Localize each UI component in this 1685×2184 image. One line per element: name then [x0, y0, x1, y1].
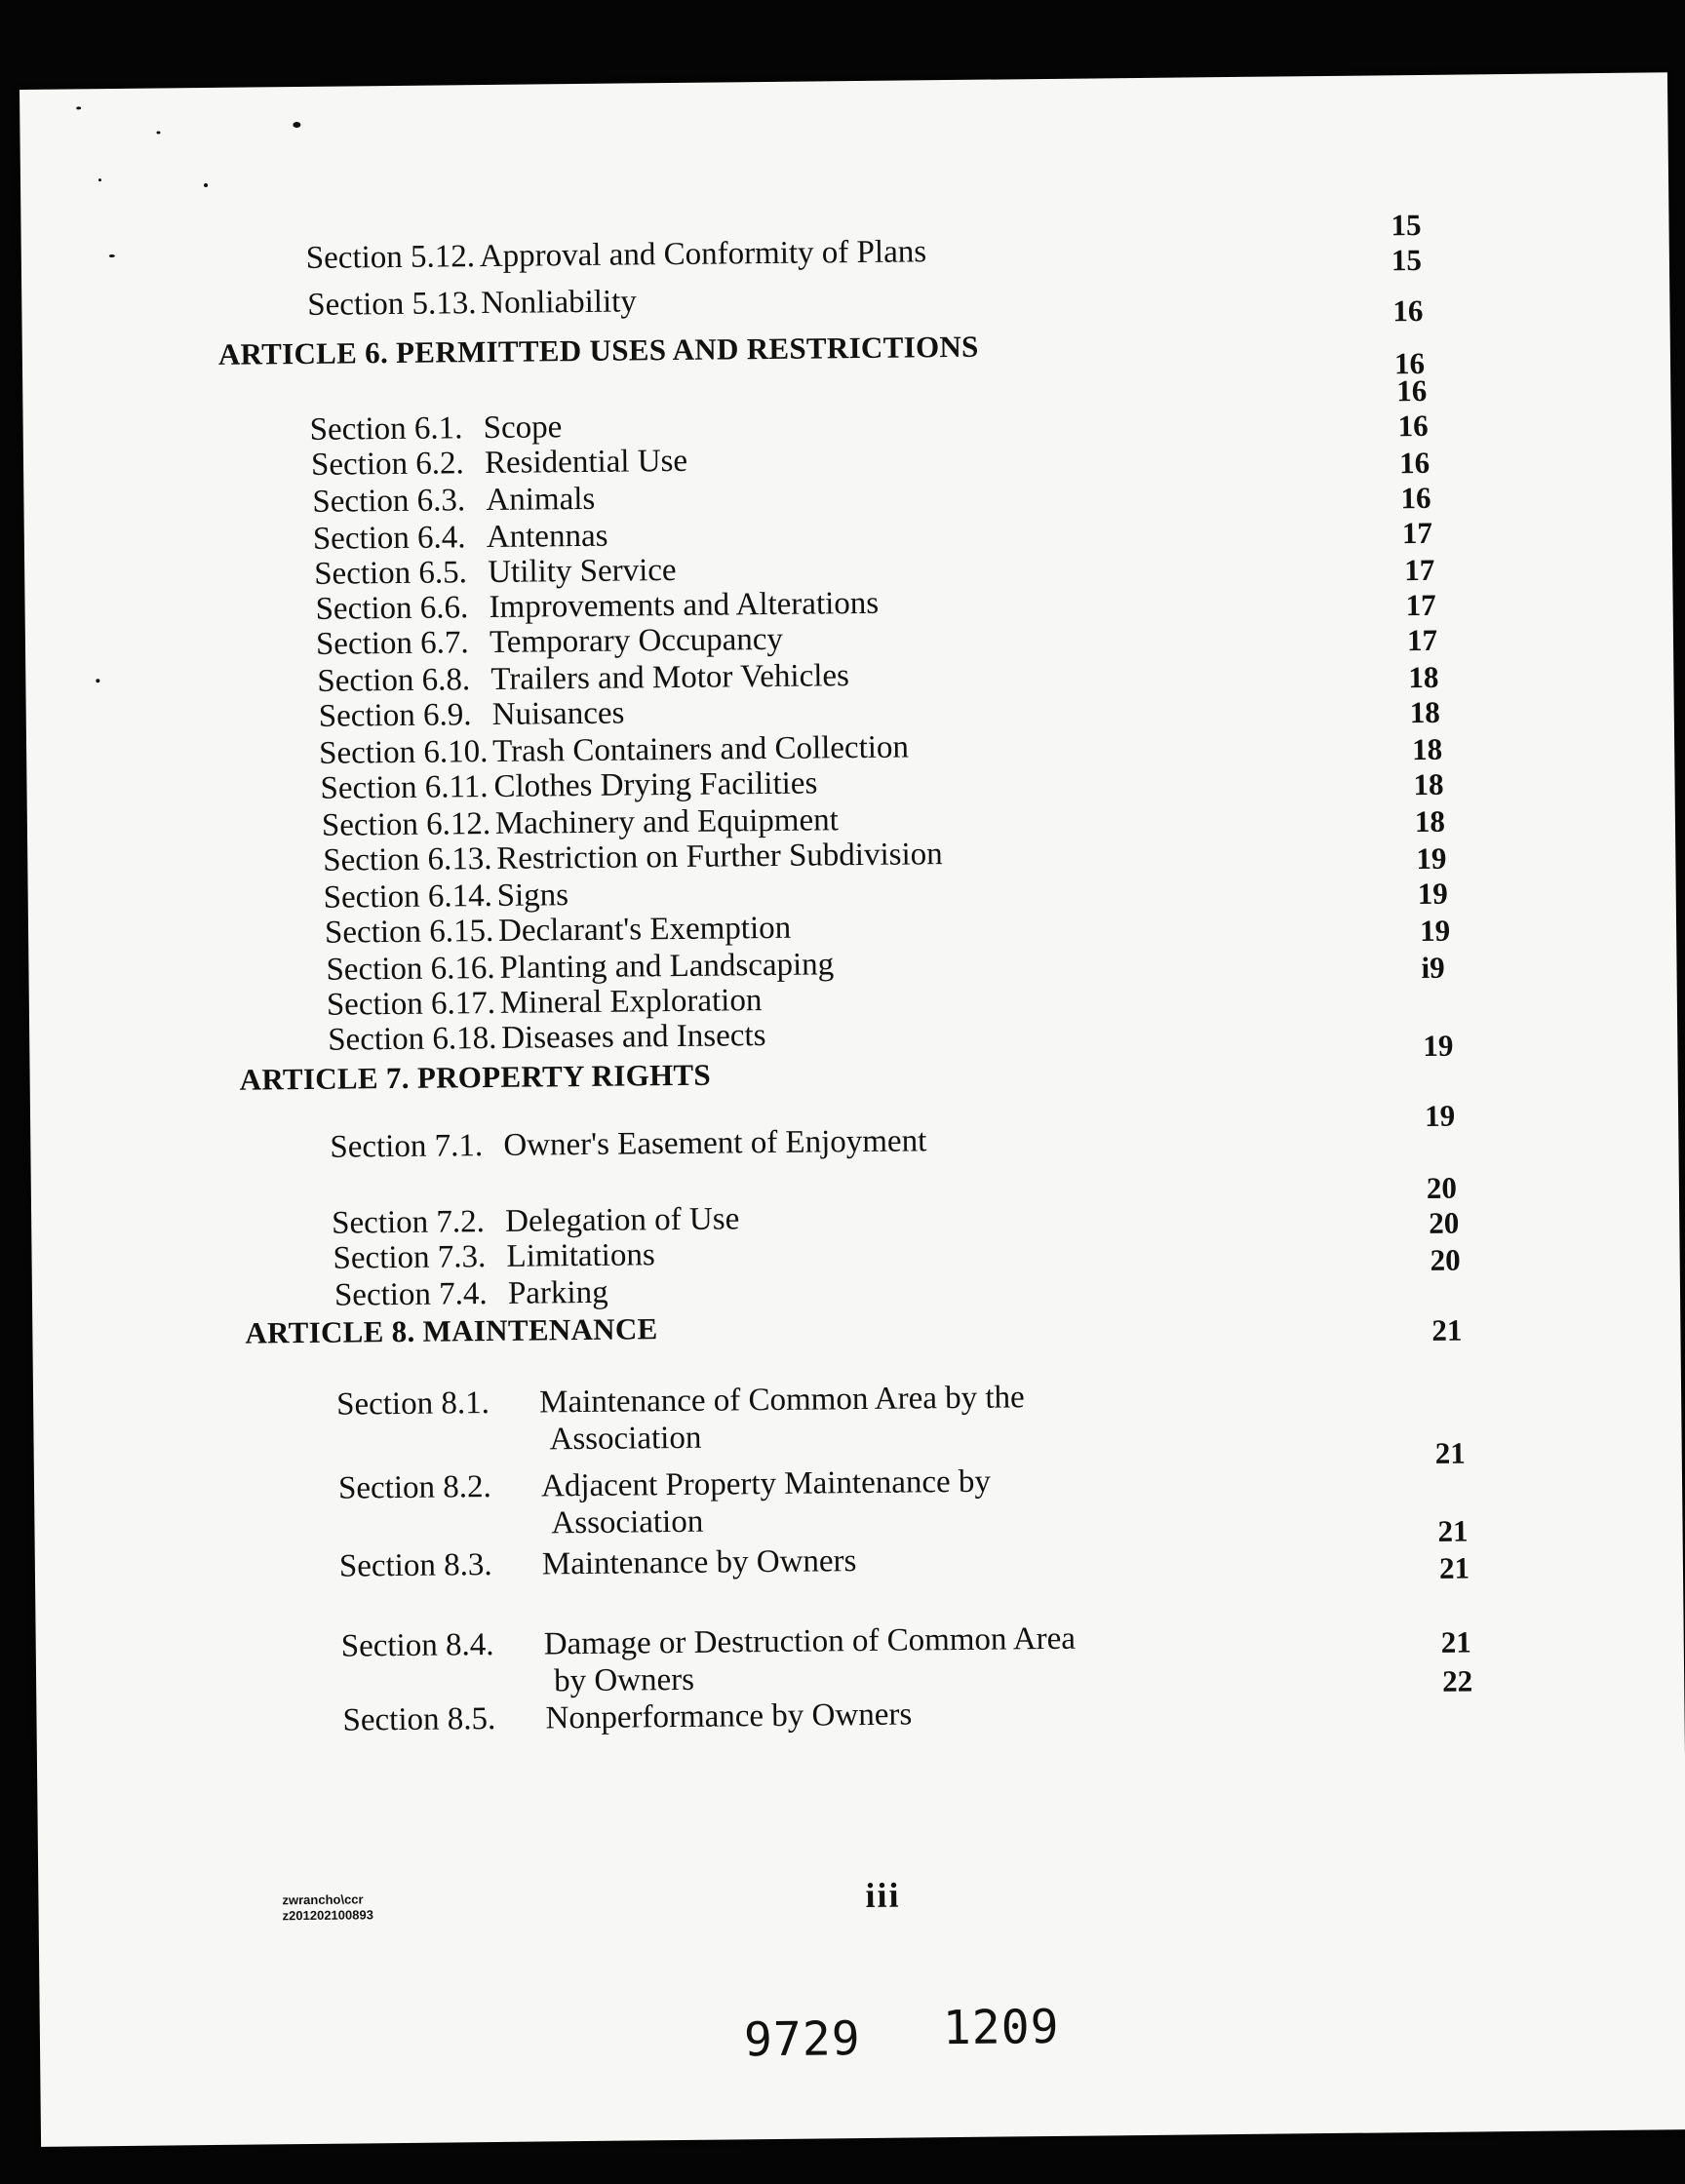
toc-page-number: 18 [1408, 659, 1439, 695]
toc-page-number: 19 [1417, 876, 1448, 912]
section-title: Delegation of Use [504, 1201, 740, 1239]
section-number: Section 6.13. [323, 840, 492, 878]
toc-page-number: 20 [1429, 1205, 1460, 1240]
scan-speck [96, 679, 99, 682]
scan-speck [293, 122, 300, 128]
section-number: Section 6.15. [324, 913, 494, 951]
toc-header-page-number: 15 [1391, 207, 1422, 243]
toc-page-number: 18 [1409, 694, 1440, 730]
section-title: Scope [483, 410, 563, 447]
section-number: Section 6.6. [315, 590, 469, 627]
section-number: Section 6.18. [328, 1020, 497, 1058]
section-number: Section 6.9. [318, 697, 472, 734]
scan-speck [109, 254, 115, 257]
toc-page-number: 16 [1393, 345, 1426, 381]
section-title: Utility Service [488, 552, 677, 590]
toc-page-number: 19 [1423, 1028, 1454, 1063]
toc-page-number: 18 [1414, 803, 1446, 839]
section-number: Section 7.2. [332, 1204, 486, 1241]
toc-page-number: 22 [1441, 1663, 1473, 1698]
section-title: Restriction on Further Subdivision [496, 837, 943, 877]
section-title-continuation: by Owners [553, 1661, 695, 1699]
section-title: Trailers and Motor Vehicles [490, 658, 850, 697]
toc-page-number: 17 [1406, 622, 1438, 658]
recording-stamp-book: 9729 [743, 2011, 861, 2068]
section-title: Mineral Exploration [499, 983, 763, 1021]
section-title: Limitations [506, 1237, 655, 1274]
section-number: Section 6.16. [326, 950, 495, 988]
section-number: Section 6.5. [314, 555, 468, 592]
section-title: Machinery and Equipment [494, 802, 839, 841]
toc-page-number: 15 [1391, 242, 1423, 278]
toc-page-number: 16 [1392, 292, 1424, 329]
table-of-contents [20, 72, 1667, 1738]
section-title: Signs [496, 878, 569, 914]
section-number: Section 6.14. [323, 878, 493, 916]
section-title: Owner's Easement of Enjoyment [503, 1123, 927, 1163]
section-title: Temporary Occupancy [489, 621, 784, 660]
section-title: Maintenance of Common Area by the [538, 1380, 1025, 1421]
section-number: Section 6.11. [320, 769, 489, 806]
section-title: Maintenance by Owners [541, 1543, 857, 1582]
article-heading: ARTICLE 6. PERMITTED USES AND RESTRICTIONS [217, 329, 979, 371]
toc-page-number: 17 [1404, 552, 1435, 588]
section-title: Improvements and Alterations [489, 585, 880, 625]
section-title: Planting and Landscaping [499, 947, 835, 986]
recording-stamp-page: 1209 [942, 1999, 1060, 2056]
toc-page-number: 16 [1396, 372, 1428, 409]
scan-speck [156, 131, 160, 134]
section-title: Animals [486, 481, 596, 519]
toc-page-number: 21 [1440, 1624, 1471, 1659]
section-number: Section 6.12. [321, 805, 491, 843]
section-title: Antennas [486, 518, 608, 556]
scan-speck [98, 178, 101, 181]
section-number: Section 8.3. [338, 1547, 492, 1584]
toc-page-number: i9 [1421, 950, 1445, 985]
toc-page-number: 19 [1416, 840, 1447, 877]
section-title-continuation: Association [551, 1503, 704, 1541]
toc-page-number: 17 [1401, 515, 1433, 551]
section-number: Section 6.4. [312, 520, 466, 557]
section-title: Declarant's Exemption [497, 910, 792, 949]
article-heading: ARTICLE 7. PROPERTY RIGHTS [239, 1057, 712, 1097]
footer-file-path-text: zwrancho\ccr [282, 1892, 364, 1908]
toc-page-number: 21 [1431, 1312, 1463, 1347]
scan-speck [76, 106, 81, 109]
toc-page-number: 21 [1434, 1435, 1466, 1470]
section-number: Section 6.1. [309, 410, 463, 448]
toc-page-number: 19 [1424, 1098, 1456, 1133]
section-number: Section 8.5. [342, 1700, 496, 1738]
section-number: Section 5.13. [307, 286, 477, 323]
section-number: Section 6.17. [326, 985, 496, 1023]
section-number: Section 6.3. [312, 483, 466, 520]
section-number: Section 5.12. [305, 239, 476, 276]
section-number: Section 8.1. [335, 1385, 490, 1423]
toc-page-number: 21 [1437, 1513, 1469, 1548]
page-number-roman: iii [865, 1875, 901, 1916]
toc-page-number: 21 [1438, 1550, 1470, 1585]
section-number: Section 8.2. [337, 1469, 491, 1506]
section-number: Section 8.4. [340, 1626, 494, 1664]
footer-doc-id: z201202100893 [282, 1907, 373, 1924]
section-title: Trash Containers and Collection [491, 729, 910, 769]
section-number: Section 6.8. [317, 662, 471, 699]
toc-page-number: 18 [1411, 731, 1443, 767]
toc-page-number: 17 [1405, 587, 1436, 623]
toc-page-number: 20 [1430, 1242, 1461, 1277]
section-title: Parking [507, 1274, 608, 1311]
section-title: Nuisances [491, 695, 625, 732]
section-number: Section 7.3. [333, 1239, 487, 1276]
article-heading: ARTICLE 8. MAINTENANCE [245, 1311, 658, 1350]
toc-page-number: 16 [1397, 408, 1429, 444]
section-title: Adjacent Property Maintenance by [540, 1463, 992, 1504]
footer-file-path [282, 1892, 373, 1924]
section-number: Section 7.1. [330, 1128, 484, 1165]
section-number: Section 6.10. [318, 734, 489, 771]
section-title: Damage or Destruction of Common Area [543, 1620, 1077, 1662]
toc-page-number: 19 [1419, 913, 1451, 949]
scan-speck [204, 183, 208, 187]
section-title: Approval and Conformity of Plans [479, 234, 927, 275]
toc-page-number: 20 [1426, 1170, 1458, 1205]
section-title: Nonperformance by Owners [545, 1696, 913, 1736]
section-title: Diseases and Insects [501, 1018, 766, 1056]
section-title: Residential Use [484, 443, 688, 482]
document-page [20, 72, 1685, 2147]
section-number: Section 6.7. [315, 625, 469, 662]
toc-page-number: 18 [1413, 766, 1444, 802]
toc-page-number: 16 [1398, 445, 1430, 481]
section-number: Section 6.2. [310, 446, 464, 483]
section-title-continuation: Association [549, 1420, 702, 1458]
section-number: Section 7.4. [333, 1276, 488, 1313]
toc-page-number: 16 [1400, 480, 1431, 516]
section-title: Nonliability [481, 284, 637, 322]
section-title: Clothes Drying Facilities [493, 765, 818, 804]
